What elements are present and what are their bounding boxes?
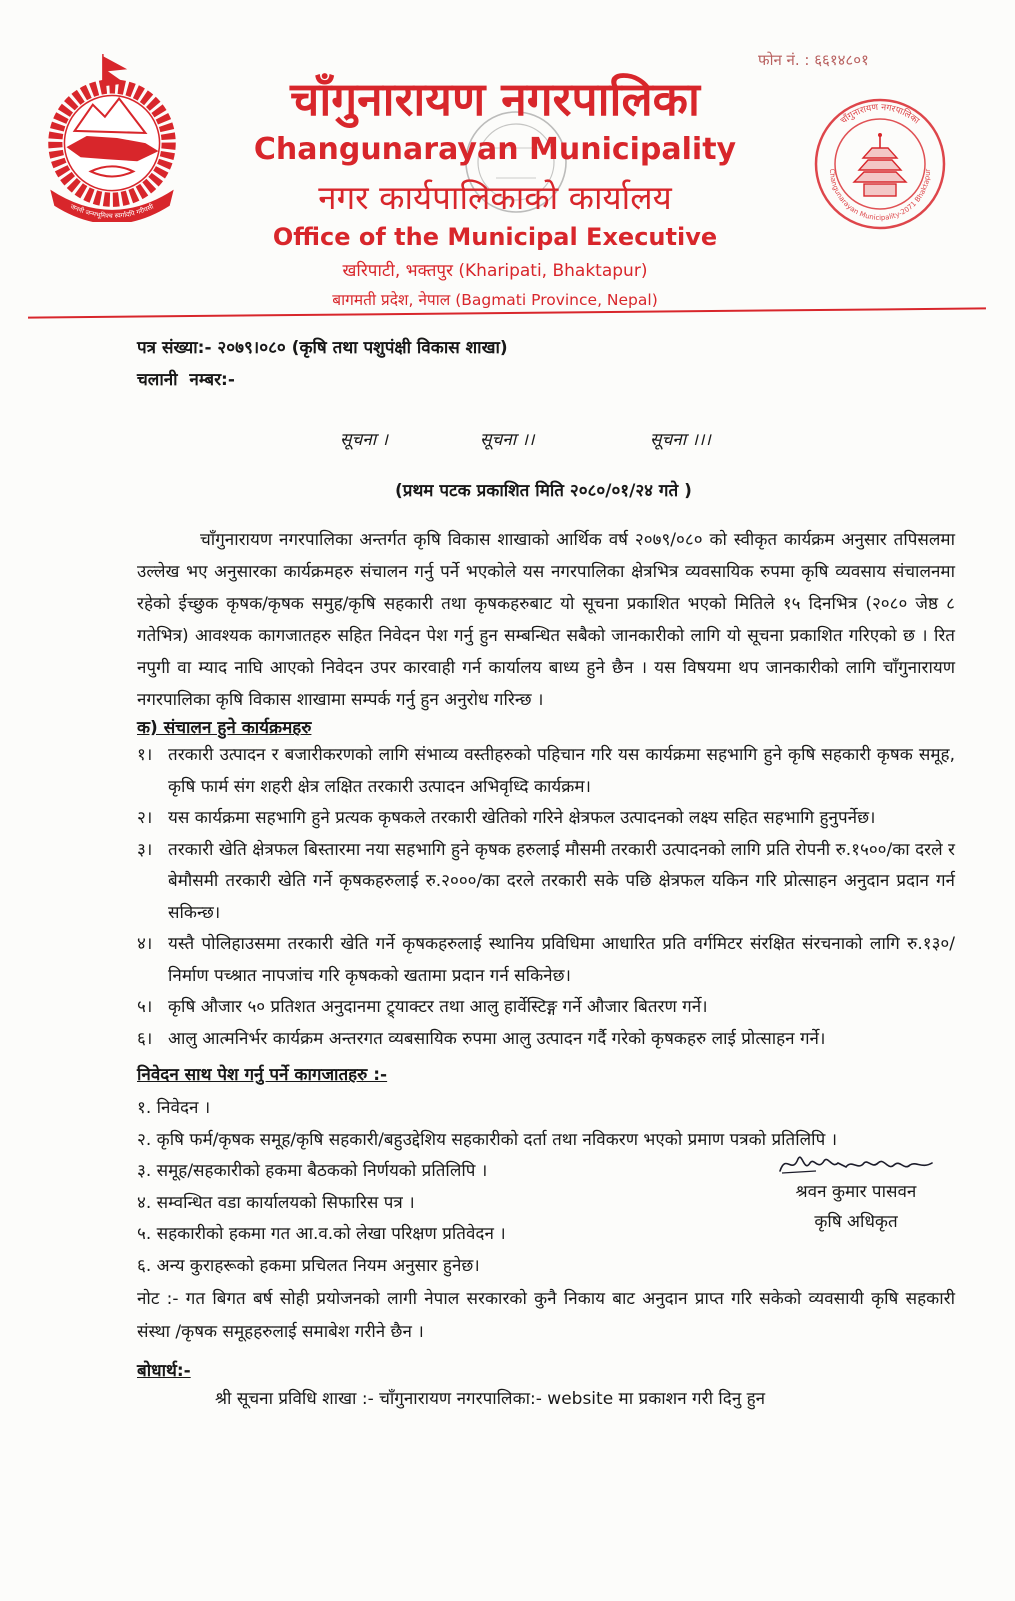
program-number: २। (137, 808, 153, 828)
nepal-emblem-icon (36, 50, 188, 222)
documents-list (137, 1093, 955, 1283)
programs-heading: क) संचालन हुने कार्यक्रमहरु (137, 718, 312, 738)
document-body (137, 332, 955, 1413)
office-address: खरिपाटी, भक्तपुर (Kharipati, Bhaktapur) (342, 261, 648, 281)
program-item (137, 992, 955, 1024)
document-item: १. निवेदन । (137, 1098, 211, 1118)
document-item: ६. अन्य कुराहरूको हकमा प्रचिलत नियम अनुसार हुनेछ। (137, 1255, 480, 1276)
seal-text-np: चाँगुनारायण नगरपालिका (839, 102, 921, 127)
phone-number: फोन नं. : ६६१४८०१ (758, 51, 869, 69)
program-item (137, 835, 955, 930)
municipality-title-np: चाँगुनारायण नगरपालिका (290, 72, 700, 126)
signatory-name: श्रवन कुमार पासवन (795, 1182, 917, 1202)
document-item: २. कृषि फर्म/कृषक समूह/कृषि सहकारी/बहुउद्देशिय सहकारीको दर्ता तथा नविकरण भएको प्रमाण पत्रको प्रतिलिपि । (137, 1129, 838, 1150)
program-text: यस्तै पोलिहाउसमा तरकारी खेति गर्ने कृषकहरुलाई स्थानिय प्रविधिमा आधारित प्रति वर्गमिटर संरक्षित संरचनाको लागि रु.१३०/ निर्माण पच्श्रात नापजांच गरि कृषकको खतामा प्रदान गर्न सकिनेछ। (168, 934, 955, 986)
program-number: ३। (137, 839, 153, 860)
notice-label: सूचना ।। (480, 430, 535, 450)
signatory-title: कृषि अधिकृत (814, 1212, 898, 1232)
cc-heading: बोधार्थ:- (137, 1360, 191, 1381)
program-text: तरकारी उत्पादन र बजारीकरणको लागि संभाव्य वस्तीहरुको पहिचान गरि यस कार्यक्रमा सहभागि हुने कृषि सहकारी कृषक समूह, कृषि फार्म संग शहरी क्षेत्र लक्षित तरकारी उत्पादन अभिवृध्दि कार्यक्रम। (168, 745, 955, 797)
emblem-motto: जननी जन्मभूमिश्च स्वर्गादपि गरीयसी (69, 202, 155, 220)
seal-text-en: Changunarayan Municipality-2071 Bhaktapur (827, 168, 933, 223)
programs-list (137, 740, 955, 1055)
document-item: ४. सम्वन्धित वडा कार्यालयको सिफारिस पत्र । (137, 1192, 415, 1213)
program-number: ५। (137, 997, 153, 1017)
program-number: १। (137, 745, 153, 765)
cc-recipient: श्री सूचना प्रविधि शाखा :- चाँगुनारायण नगरपालिका:- website मा प्रकाशन गरी दिनु हुन (215, 1388, 766, 1409)
program-number: ६। (137, 1028, 153, 1049)
dispatch-number: चलानी नम्बर:- (137, 370, 235, 390)
document-item: ३. समूह/सहकारीको हकमा बैठकको निर्णयको प्रतिलिपि । (137, 1161, 488, 1182)
document-item: ५. सहकारीको हकमा गत आ.व.को लेखा परिक्षण प्रतिवेदन । (137, 1224, 506, 1245)
program-text: आलु आत्मनिर्भर कार्यक्रम अन्तरगत व्यबसायिक रुपमा आलु उत्पादन गर्दै गरेको कृषकहरु लाई प्रोत्साहन गर्ने। (168, 1028, 826, 1049)
handwritten-signature-icon (776, 1149, 936, 1179)
notice-label: सूचना । (340, 430, 388, 450)
office-province: बागमती प्रदेश, नेपाल (Bagmati Province, Nepal) (332, 291, 658, 309)
program-item (137, 1024, 955, 1056)
office-title-en: Office of the Municipal Executive (272, 223, 718, 251)
notice-label: सूचना ।।। (650, 430, 711, 450)
intro-paragraph: चाँगुनारायण नगरपालिका अन्तर्गत कृषि विकास शाखाको आर्थिक वर्ष २०७९/०८० को स्वीकृत कार्यक्रम अनुसार तपिसलमा उल्लेख भए अनुसारका कार्यक्रमहरु संचालन गर्नु पर्ने भएकोले यस नगरपालिका क्षेत्रभित्र व्यवसायिक रुपमा कृषि व्यवसाय संचालनमा रहेको ईच्छुक कृषक/कृषक समुह/कृषि सहकारी तथा कृषकहरुबाट यो सूचना प्रकाशित भएको मितिले १५ दिनभित्र (२०८० जेष्ठ ८ गतेभित्र) आवश्यक कागजातहरु सहित निवेदन पेश गर्नु हुन सम्बन्धित सबैको जानकारीको लागि यो सूचना प्रकाशित गरिएको छ । रित नपुगी वा म्याद नाघि आएको निवेदन उपर कारवाही गर्न कार्यालय बाध्य हुने छैन । यस विषयमा थप जानकारीको लागि चाँगुनारायण नगरपालिका कृषि विकास शाखामा सम्पर्क गर्नु हुन अनुरोध गरिन्छ । (137, 530, 955, 710)
note-paragraph: नोट :- गत बिगत बर्ष सोही प्रयोजनको लागी नेपाल सरकारको कुनै निकाय बाट अनुदान प्राप्त गरि सकेको व्यवसायी कृषि सहकारी संस्था /कृषक समूहहरुलाई समाबेश गरीने छैन । (137, 1288, 955, 1342)
program-text: कृषि औजार ५० प्रतिशत अनुदानमा ट्र्याक्टर तथा आलु हार्वेस्टिङ्ग गर्ने औजार बितरण गर्ने। (168, 997, 708, 1017)
program-item (137, 929, 955, 992)
program-item (137, 740, 955, 803)
program-text: तरकारी खेति क्षेत्रफल बिस्तारमा नया सहभागि हुने कृषक हरुलाई मौसमी तरकारी उत्पादनको लागि प्रति रोपनी रु.१५००/का दरले र बेमौसमी तरकारी खेति गर्ने कृषकहरुलाई रु.२०००/का दरले तरकारी सके पछि क्षेत्रफल यकिन गरि प्रोत्साहन अनुदान प्रदान गर्न सकिन्छ। (168, 839, 955, 923)
program-number: ४। (137, 934, 153, 954)
notice-heading-row (137, 424, 955, 456)
municipality-title-en: Changunarayan Municipality (253, 132, 737, 167)
office-title-np: नगर कार्यपालिकाको कार्यालय (318, 178, 672, 217)
program-text: यस कार्यक्रमा सहभागि हुने प्रत्यक कृषकले तरकारी खेतिको गरिने क्षेत्रफल उत्पादनको लक्ष्य सहित सहभागि हुनुपर्नेछ। (168, 808, 876, 828)
signature-block (771, 1149, 941, 1237)
reference-number: पत्र संख्या:- २०७९।०८० (कृषि तथा पशुपंक्षी विकास शाखा) (137, 338, 508, 358)
documents-heading: निवेदन साथ पेश गर्नु पर्ने कागजातहरु :- (137, 1065, 388, 1085)
municipality-seal-icon (810, 94, 950, 234)
program-item (137, 803, 955, 835)
published-date: (प्रथम पटक प्रकाशित मिति २०८०/०१/२४ गते ) (395, 481, 692, 501)
